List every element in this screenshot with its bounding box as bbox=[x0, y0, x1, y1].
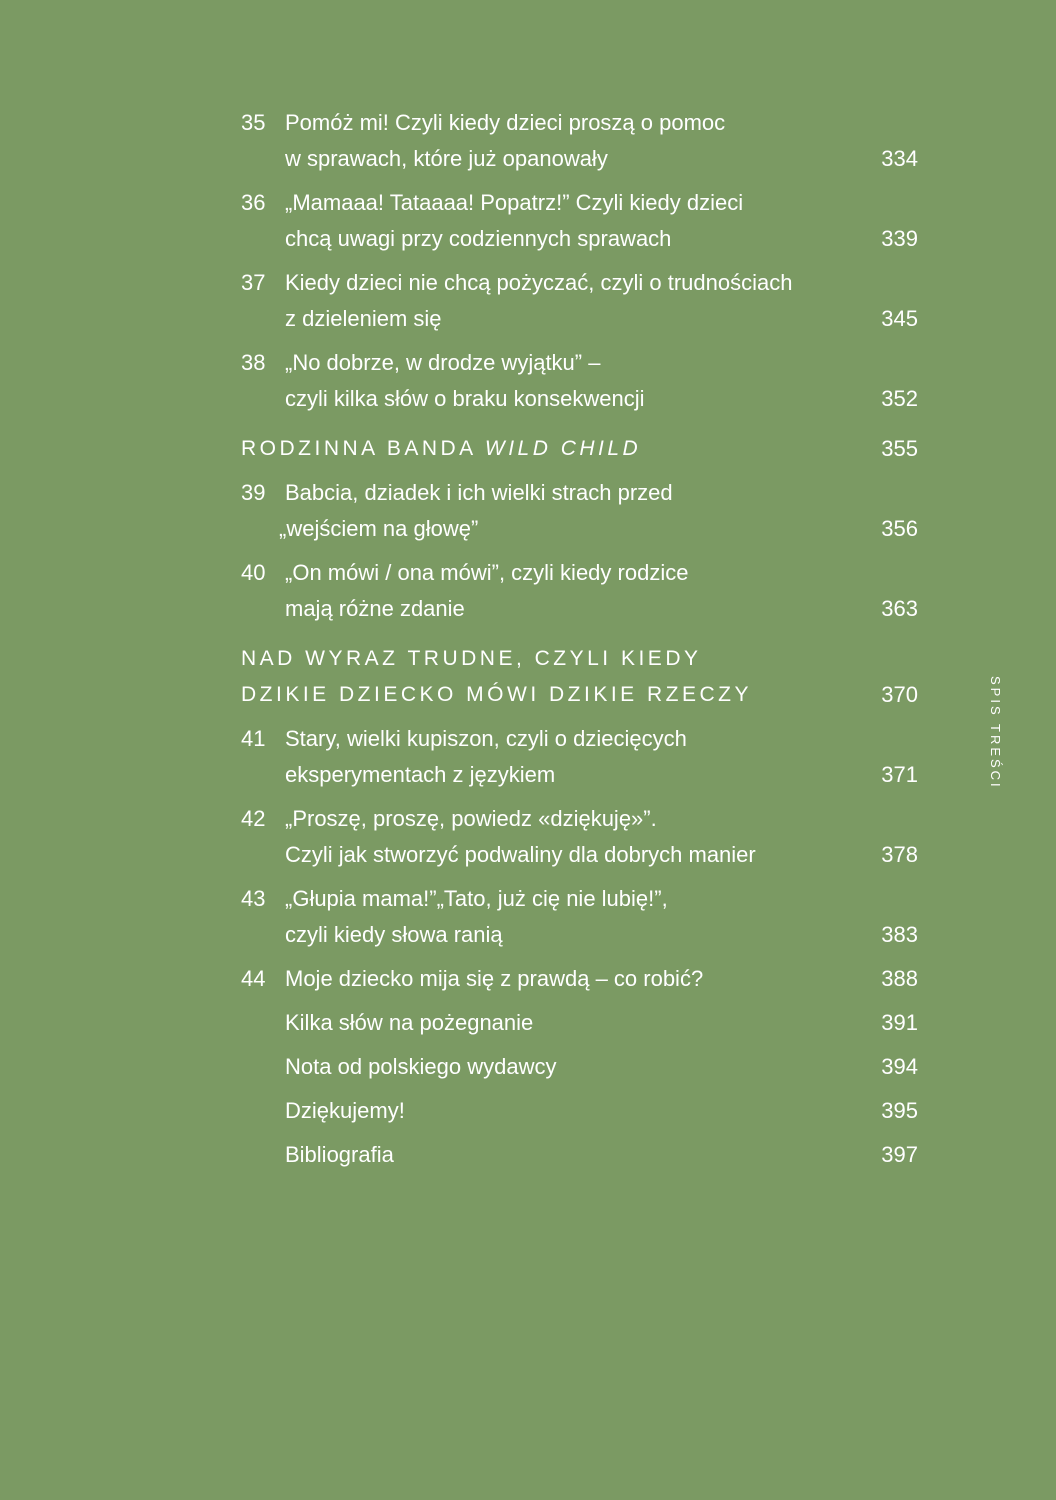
chapter-number: 36 bbox=[241, 190, 266, 215]
page-number: 345 bbox=[881, 306, 918, 331]
entry-title: Bibliografia bbox=[285, 1142, 394, 1167]
entry-title: Nota od polskiego wydawcy bbox=[285, 1054, 557, 1079]
chapter-title-line: „Proszę, proszę, powiedz «dziękuję»”. bbox=[285, 806, 657, 831]
toc-entry-40 bbox=[241, 555, 921, 627]
page-number: 395 bbox=[881, 1098, 918, 1123]
entry-title: Dziękujemy! bbox=[285, 1098, 405, 1123]
page-number: 371 bbox=[881, 762, 918, 787]
page-number: 388 bbox=[881, 966, 918, 991]
toc-entry-42 bbox=[241, 801, 921, 873]
page-number: 394 bbox=[881, 1054, 918, 1079]
page-number: 363 bbox=[881, 596, 918, 621]
page-number: 355 bbox=[881, 436, 918, 461]
toc-entry-bibliography bbox=[241, 1137, 921, 1173]
chapter-title-line: Babcia, dziadek i ich wielki strach przed bbox=[285, 480, 673, 505]
chapter-number: 43 bbox=[241, 886, 266, 911]
chapter-title-line: „Głupia mama!”„Tato, już cię nie lubię!”, bbox=[285, 886, 668, 911]
chapter-number: 39 bbox=[241, 480, 266, 505]
toc-entry-publisher-note bbox=[241, 1049, 921, 1085]
toc-entry-farewell bbox=[241, 1005, 921, 1041]
chapter-title-line: Czyli jak stworzyć podwaliny dla dobrych manier bbox=[285, 842, 756, 867]
chapter-number: 37 bbox=[241, 270, 266, 295]
chapter-number: 44 bbox=[241, 966, 266, 991]
chapter-title-line: czyli kilka słów o braku konsekwencji bbox=[285, 386, 645, 411]
chapter-title-line: z dzieleniem się bbox=[285, 306, 442, 331]
chapter-title-line: eksperymentach z językiem bbox=[285, 762, 556, 787]
toc-entry-41 bbox=[241, 721, 921, 793]
page-number: 370 bbox=[881, 682, 918, 707]
chapter-number: 40 bbox=[241, 560, 266, 585]
page-number: 339 bbox=[881, 226, 918, 251]
chapter-title-line: Stary, wielki kupiszon, czyli o dziecięcych bbox=[285, 726, 687, 751]
toc-entry-thanks bbox=[241, 1093, 921, 1129]
chapter-number: 35 bbox=[241, 110, 266, 135]
chapter-number: 38 bbox=[241, 350, 266, 375]
section-title-italic: WILD CHILD bbox=[484, 437, 642, 460]
page-number: 397 bbox=[881, 1142, 918, 1167]
toc-entry-35 bbox=[241, 105, 921, 177]
chapter-title-line: czyli kiedy słowa ranią bbox=[285, 922, 503, 947]
page-number: 356 bbox=[881, 516, 918, 541]
running-header-vertical: SPIS TREŚCI bbox=[988, 676, 1003, 790]
page-number: 383 bbox=[881, 922, 918, 947]
chapter-title-line: „Mamaaa! Tataaaa! Popatrz!” Czyli kiedy dzieci bbox=[285, 190, 744, 215]
section-title: RODZINNA BANDA bbox=[241, 437, 485, 460]
entry-title: Kilka słów na pożegnanie bbox=[285, 1010, 534, 1035]
chapter-number: 42 bbox=[241, 806, 266, 831]
table-of-contents bbox=[241, 105, 921, 1181]
page-number: 391 bbox=[881, 1010, 918, 1035]
chapter-title-line: w sprawach, które już opanowały bbox=[285, 146, 608, 171]
toc-entry-39 bbox=[241, 475, 921, 547]
toc-entry-44 bbox=[241, 961, 921, 997]
chapter-number: 41 bbox=[241, 726, 266, 751]
section-title-line: DZIKIE DZIECKO MÓWI DZIKIE RZECZY bbox=[241, 683, 753, 706]
toc-entry-36 bbox=[241, 185, 921, 257]
section-heading-rodzinna-banda bbox=[241, 431, 921, 467]
toc-entry-43 bbox=[241, 881, 921, 953]
chapter-title-line: „No dobrze, w drodze wyjątku” – bbox=[285, 350, 601, 375]
chapter-title-line: chcą uwagi przy codziennych sprawach bbox=[285, 226, 672, 251]
chapter-title-line: „On mówi / ona mówi”, czyli kiedy rodzice bbox=[285, 560, 689, 585]
chapter-title-line: Kiedy dzieci nie chcą pożyczać, czyli o trudnościach bbox=[285, 270, 793, 295]
chapter-title-line: „wejściem na głowę” bbox=[279, 516, 479, 541]
section-heading-nad-wyraz-trudne bbox=[241, 641, 921, 713]
page-number: 334 bbox=[881, 146, 918, 171]
section-title-line: NAD WYRAZ TRUDNE, CZYLI KIEDY bbox=[241, 647, 702, 670]
chapter-title-line: mają różne zdanie bbox=[285, 596, 465, 621]
page-number: 378 bbox=[881, 842, 918, 867]
chapter-title-line: Pomóż mi! Czyli kiedy dzieci proszą o pomoc bbox=[285, 110, 726, 135]
chapter-title-line: Moje dziecko mija się z prawdą – co robić? bbox=[285, 966, 704, 991]
page-number: 352 bbox=[881, 386, 918, 411]
toc-entry-37 bbox=[241, 265, 921, 337]
toc-entry-38 bbox=[241, 345, 921, 417]
